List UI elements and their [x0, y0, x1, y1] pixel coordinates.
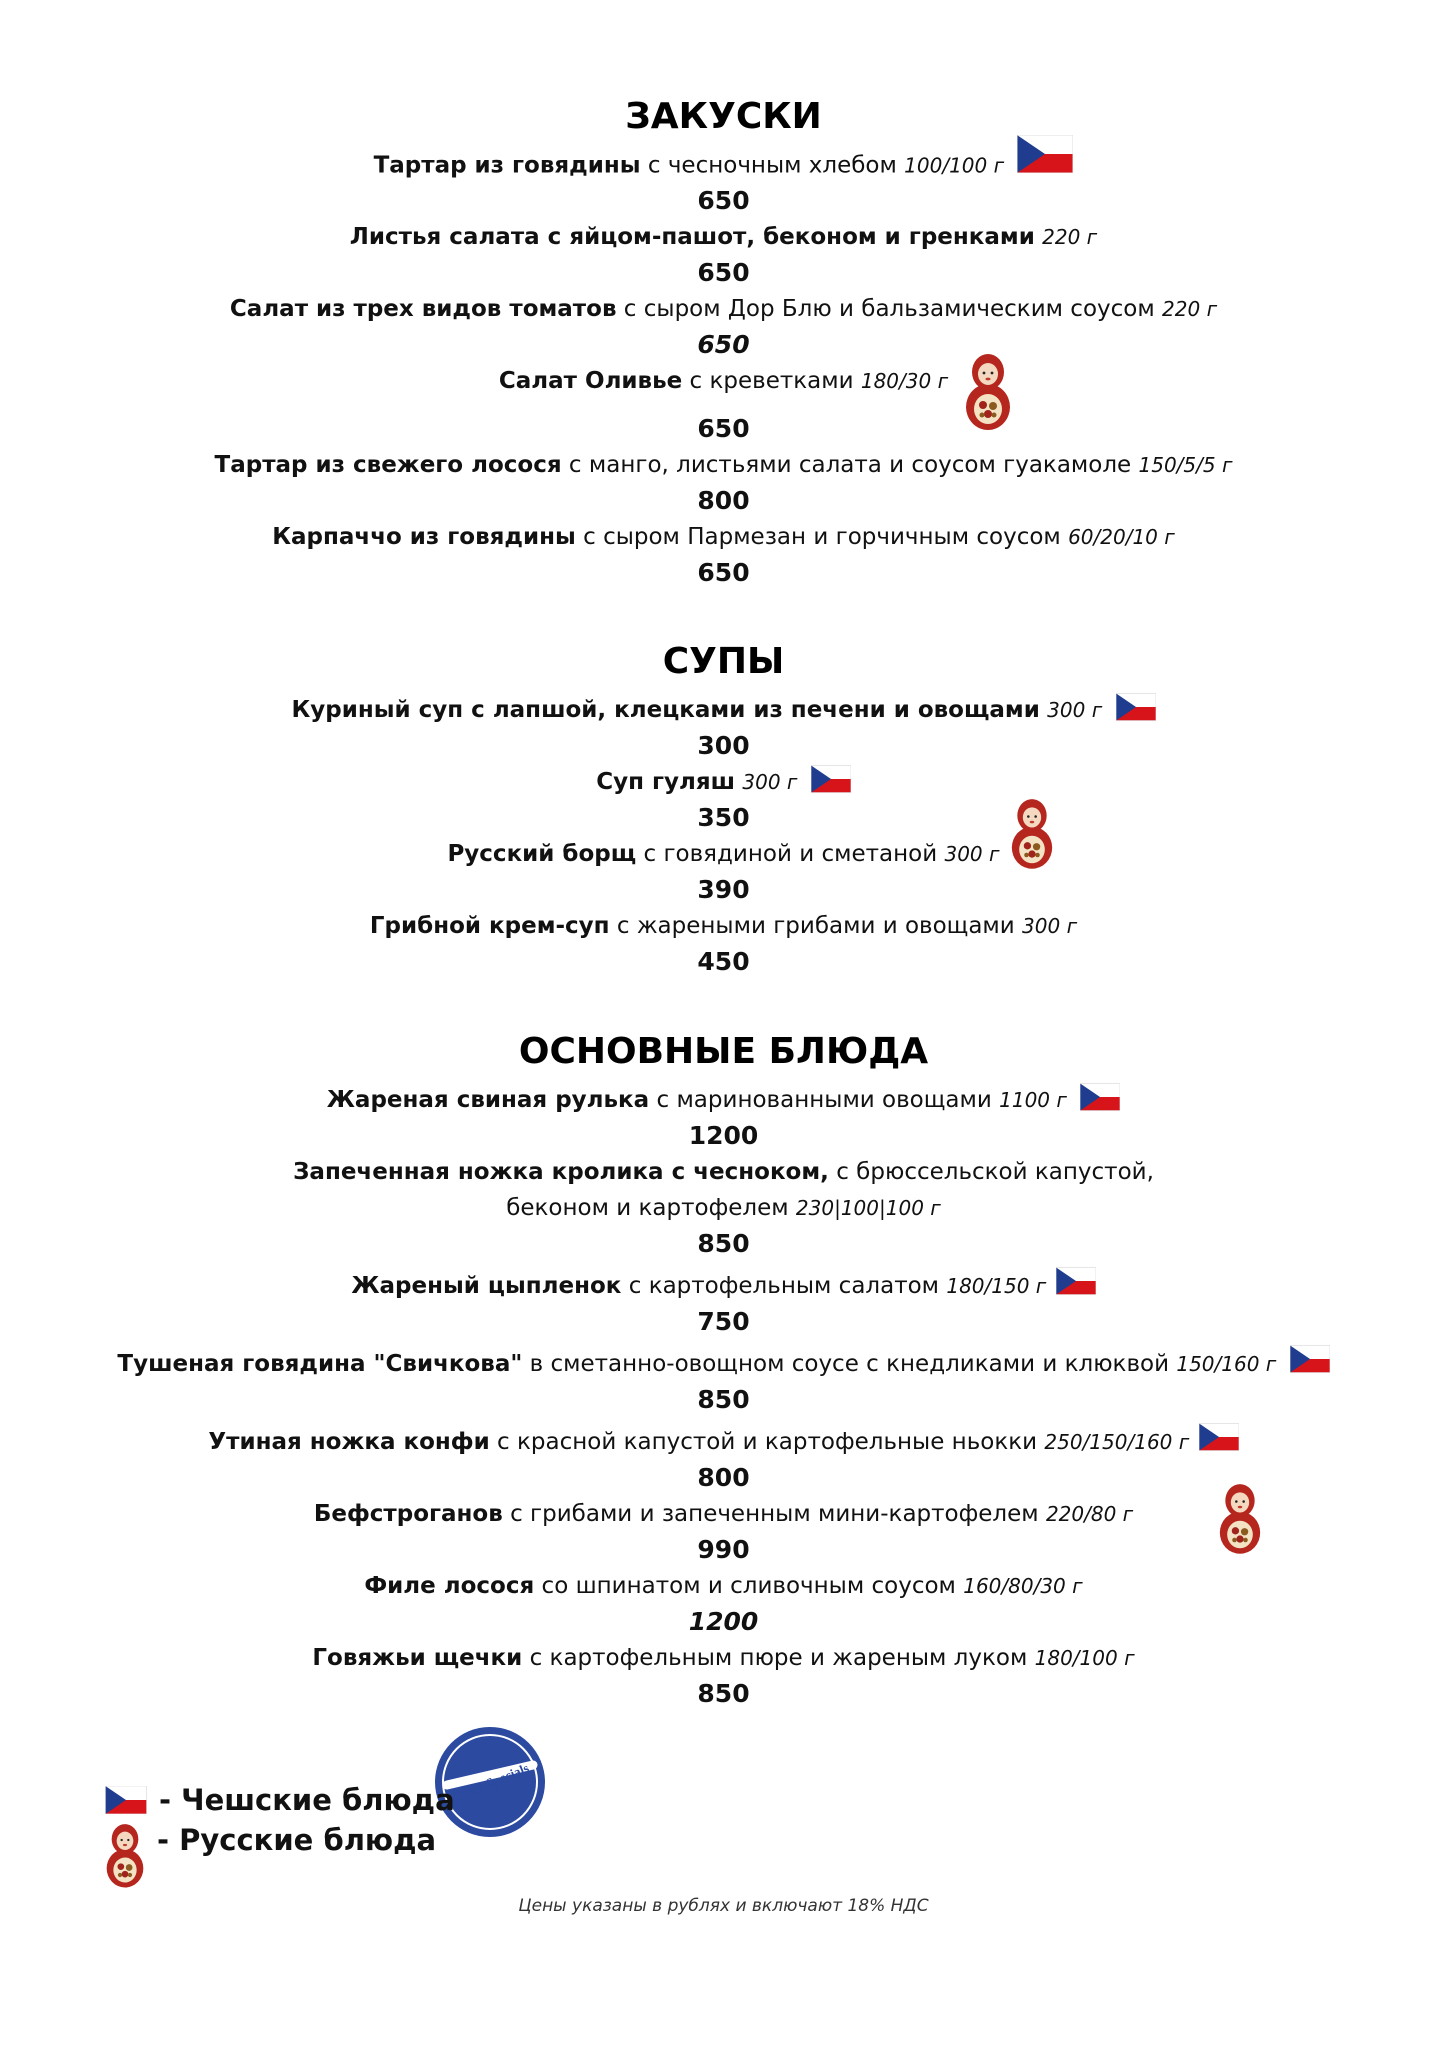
section-appetizers	[0, 95, 1447, 591]
dish-weight: 1100 г	[999, 1088, 1067, 1112]
dish-weight: 300 г	[742, 770, 798, 794]
dish-item	[0, 1268, 1447, 1304]
dish-price: 650	[697, 414, 750, 443]
dish-description: с жареными грибами и овощами	[609, 913, 1023, 939]
czech-flag-icon	[1199, 1423, 1239, 1451]
dish-item	[0, 1154, 1447, 1190]
dish-name: Жареная свиная рулька	[326, 1087, 650, 1113]
dish-name: Тушеная говядина "Свичкова"	[117, 1351, 523, 1377]
dish-price: 350	[697, 803, 750, 832]
dish-description: с брюссельской капустой,	[828, 1159, 1154, 1185]
dish-weight: 180/100 г	[1034, 1646, 1135, 1670]
dish-weight: 60/20/10 г	[1068, 525, 1175, 549]
dish-item	[0, 836, 1447, 872]
dish-item-continued	[0, 1190, 1447, 1226]
dish-description: с креветками	[682, 368, 861, 394]
dish-item	[0, 363, 1447, 399]
dish-price: 390	[697, 875, 750, 904]
dish-name: Запеченная ножка кролика с чесноком,	[293, 1159, 829, 1185]
dish-weight: 180/30 г	[860, 369, 949, 393]
czech-flag-icon	[1080, 1083, 1120, 1111]
dish-price: 650	[697, 258, 750, 287]
dish-item	[0, 908, 1447, 944]
dish-name: Бефстроганов	[313, 1501, 503, 1527]
section-title: СУПЫ	[662, 641, 785, 682]
dish-description: в сметанно-овощном соусе с кнедликами и клюквой	[522, 1351, 1177, 1377]
dish-name: Жареный цыпленок	[351, 1273, 622, 1299]
dish-description: беконом и картофелем	[506, 1195, 796, 1221]
dish-description: с сыром Пармезан и горчичным соусом	[575, 524, 1069, 550]
section-soups	[0, 640, 1447, 980]
dish-weight: 220 г	[1042, 225, 1098, 249]
dish-price: 990	[697, 1535, 750, 1564]
legend-russian-label: - Русские блюда	[157, 1823, 437, 1857]
legend-russian	[105, 1822, 461, 1888]
dish-weight: 220/80 г	[1045, 1502, 1134, 1526]
dish-description: с говядиной и сметаной	[636, 841, 945, 867]
dish-item	[0, 447, 1447, 483]
dish-price: 450	[697, 947, 750, 976]
dish-item	[0, 764, 1447, 800]
dish-name: Филе лосося	[364, 1573, 535, 1599]
dish-price: 650	[697, 558, 750, 587]
dish-weight: 180/150 г	[946, 1274, 1047, 1298]
matryoshka-icon	[1218, 1480, 1262, 1556]
section-main-courses	[0, 1030, 1447, 1712]
dish-price: 1200	[688, 1607, 759, 1636]
dish-name: Грибной крем-суп	[369, 913, 610, 939]
dish-description: с красной капустой и картофельные ньокки	[489, 1429, 1045, 1455]
dish-description: со шпинатом и сливочным соусом	[534, 1573, 964, 1599]
legend-czech	[105, 1778, 461, 1822]
dish-description: с чесночным хлебом	[640, 152, 905, 179]
dish-name: Тартар из говядины	[373, 152, 641, 179]
czech-flag-icon	[1290, 1345, 1330, 1373]
dish-description: с маринованными овощами	[649, 1087, 1000, 1113]
dish-price: 300	[697, 731, 750, 760]
dish-price: 800	[697, 486, 750, 515]
dish-weight: 220 г	[1162, 297, 1218, 321]
dish-name: Утиная ножка конфи	[208, 1429, 490, 1455]
dish-price: 1200	[688, 1121, 759, 1150]
dish-description: с сыром Дор Блю и бальзамическим соусом	[616, 296, 1163, 322]
dish-name: Тартар из свежего лосося	[214, 452, 562, 478]
czech-flag-icon	[105, 1786, 147, 1814]
matryoshka-icon	[105, 1820, 145, 1890]
dish-weight: 160/80/30 г	[963, 1574, 1083, 1598]
dish-weight: 300 г	[1022, 914, 1078, 938]
dish-weight: 300 г	[944, 842, 1000, 866]
matryoshka-icon	[964, 351, 1012, 431]
dish-name: Куриный суп с лапшой, клецками из печени и овощами	[291, 697, 1040, 723]
dish-name: Говяжьи щечки	[312, 1645, 523, 1671]
dish-price: 850	[697, 1229, 750, 1258]
section-title: ОСНОВНЫЕ БЛЮДА	[518, 1031, 929, 1072]
dish-item	[0, 1424, 1447, 1460]
dish-weight: 100/100 г	[904, 153, 1005, 178]
dish-item	[0, 1568, 1447, 1604]
section-title: ЗАКУСКИ	[625, 96, 822, 137]
dish-price: 650	[697, 330, 750, 359]
dish-item	[0, 147, 1447, 183]
dish-item	[0, 1346, 1447, 1382]
dish-price: 850	[697, 1385, 750, 1414]
dish-name: Салат из трех видов томатов	[229, 296, 617, 322]
dish-name: Листья салата с яйцом-пашот, беконом и гренками	[349, 224, 1035, 250]
dish-price: 650	[697, 186, 750, 215]
dish-price: 850	[697, 1679, 750, 1708]
dish-name: Салат Оливье	[498, 368, 683, 394]
legend	[105, 1778, 461, 1888]
dish-price: 800	[697, 1463, 750, 1492]
dish-name: Карпаччо из говядины	[272, 524, 576, 550]
dish-name: Суп гуляш	[596, 769, 736, 795]
czech-flag-icon	[811, 765, 851, 793]
dish-item	[0, 1640, 1447, 1676]
dish-item	[0, 1082, 1447, 1118]
badge-text: Czech Specials	[449, 1760, 531, 1805]
matryoshka-icon	[1010, 796, 1054, 870]
czech-flag-icon	[1017, 135, 1073, 173]
dish-weight: 250/150/160 г	[1044, 1430, 1190, 1454]
czech-flag-icon	[1116, 693, 1156, 721]
dish-description: с картофельным пюре и жареным луком	[522, 1645, 1035, 1671]
dish-item	[0, 519, 1447, 555]
dish-item	[0, 219, 1447, 255]
dish-item	[0, 692, 1447, 728]
dish-description: с картофельным салатом	[621, 1273, 947, 1299]
dish-weight: 150/5/5 г	[1138, 453, 1233, 477]
dish-weight: 150/160 г	[1176, 1352, 1277, 1376]
dish-weight: 230|100|100 г	[795, 1196, 941, 1220]
dish-description: с грибами и запеченным мини-картофелем	[502, 1501, 1046, 1527]
dish-price: 750	[697, 1307, 750, 1336]
price-footnote: Цены указаны в рублях и включают 18% НДС	[518, 1896, 929, 1916]
dish-item	[0, 291, 1447, 327]
dish-weight: 300 г	[1047, 698, 1103, 722]
legend-czech-label: - Чешские блюда	[159, 1783, 455, 1817]
dish-description: с манго, листьями салата и соусом гуакамоле	[561, 452, 1139, 478]
czech-flag-icon	[1056, 1267, 1096, 1295]
dish-name: Русский борщ	[447, 841, 637, 867]
